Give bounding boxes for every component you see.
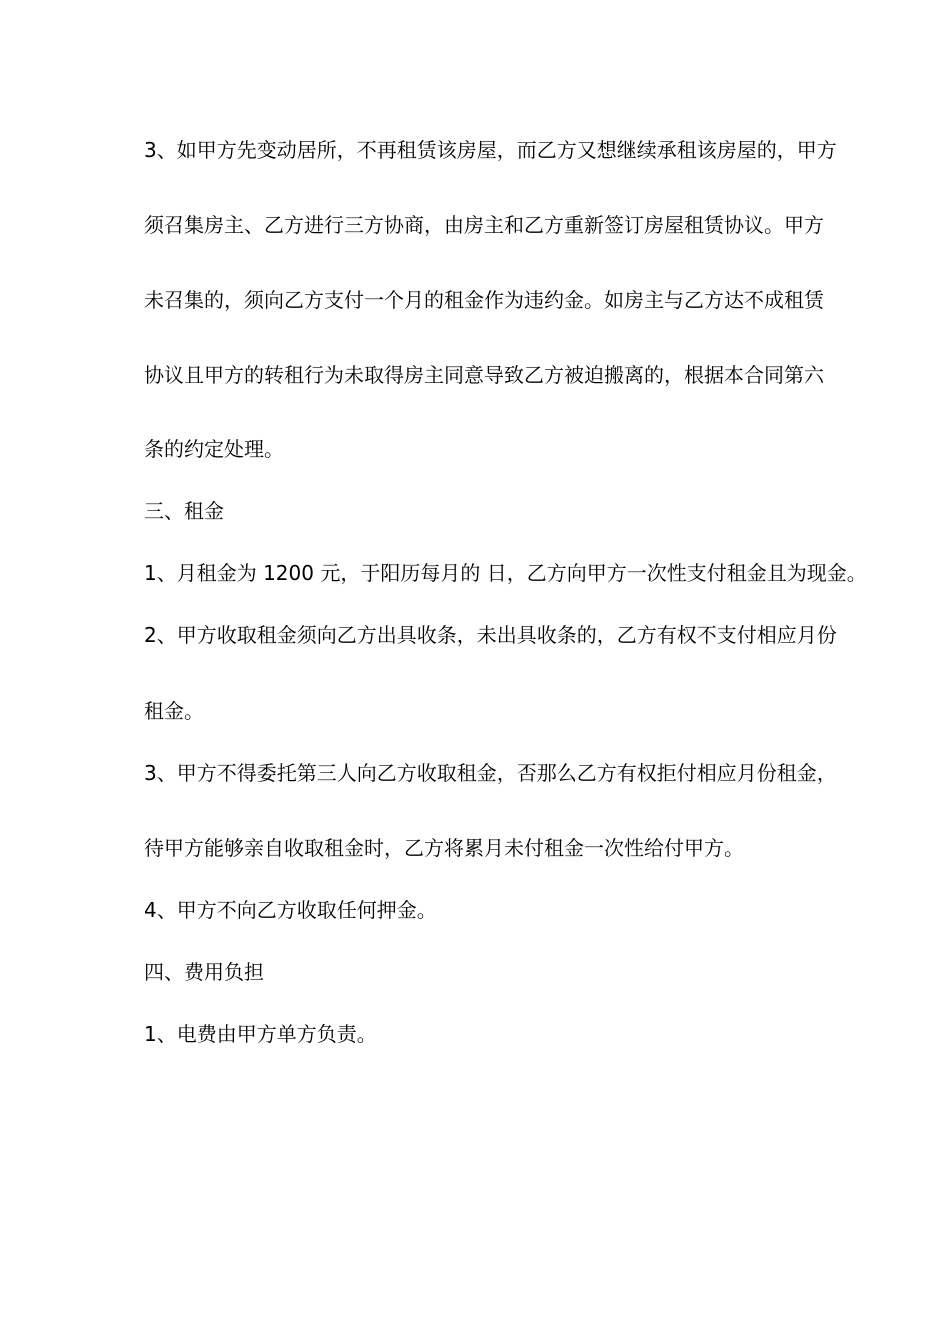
rent-clause-3-line-2: 待甲方能够亲自收取租金时，乙方将累月未付租金一次性给付甲方。: [144, 836, 744, 860]
expense-clause-1: 1、电费由甲方单方负责。: [144, 1022, 377, 1046]
clause-3-line-2: 须召集房主、乙方进行三方协商，由房主和乙方重新签订房屋租赁协议。甲方: [144, 213, 824, 237]
rent-clause-2-line-2: 租金。: [144, 699, 204, 723]
rent-clause-4: 4、甲方不向乙方收取任何押金。: [144, 898, 437, 922]
clause-3-line-5: 条的约定处理。: [144, 437, 284, 461]
clause-3-line-1: 3、如甲方先变动居所，不再租赁该房屋，而乙方又想继续承租该房屋的，甲方: [144, 138, 837, 162]
rent-clause-3-line-1: 3、甲方不得委托第三人向乙方收取租金，否那么乙方有权拒付相应月份租金，: [144, 761, 837, 785]
rent-clause-2-line-1: 2、甲方收取租金须向乙方出具收条，未出具收条的，乙方有权不支付相应月份: [144, 623, 837, 647]
clause-3-line-4: 协议且甲方的转租行为未取得房主同意导致乙方被迫搬离的，根据本合同第六: [144, 363, 824, 387]
clause-3-line-3: 未召集的，须向乙方支付一个月的租金作为违约金。如房主与乙方达不成租赁: [144, 288, 824, 312]
section-heading-expenses: 四、费用负担: [144, 960, 264, 984]
rent-clause-1: 1、月租金为 1200 元，于阳历每月的 日，乙方向甲方一次性支付租金且为现金。: [144, 561, 867, 585]
section-heading-rent: 三、租金: [144, 499, 224, 523]
